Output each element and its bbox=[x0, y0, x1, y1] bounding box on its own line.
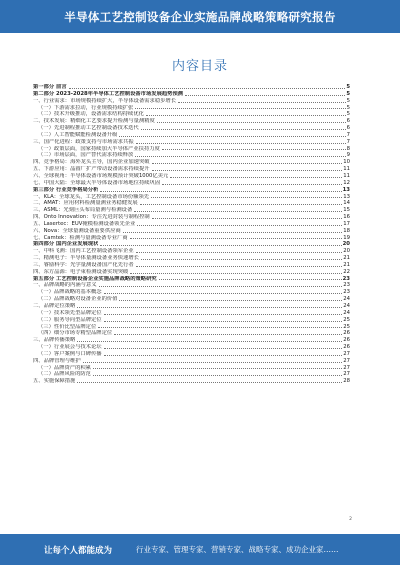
toc-entry-page: 5 bbox=[346, 97, 350, 104]
toc-entry-label: 二、品牌定位策略 bbox=[33, 303, 76, 309]
toc-leader-dots bbox=[141, 259, 342, 260]
toc-leader-dots bbox=[146, 115, 346, 116]
toc-entry-label: （二）服务导向型品牌定位 bbox=[38, 316, 102, 323]
toc-entry-label: （四）细分市场专精型品牌定位 bbox=[38, 330, 113, 337]
toc-entry[interactable] bbox=[33, 159, 350, 166]
toc-entry-label: （二）客户案例与口碑传播 bbox=[38, 350, 102, 357]
toc-entry-label: 三、睿励科学：光学量测设备国产化先行者 bbox=[33, 261, 134, 268]
toc-leader-dots bbox=[123, 232, 343, 233]
toc-entry-label: 第五部分 工艺控制设备企业实施品牌战略的策略研究 bbox=[33, 275, 157, 282]
toc-entry[interactable] bbox=[33, 371, 350, 378]
toc-leader-dots bbox=[119, 136, 345, 137]
toc-entry[interactable] bbox=[33, 289, 350, 296]
toc-leader-dots bbox=[77, 341, 342, 342]
toc-entry-page: 20 bbox=[342, 241, 350, 248]
toc-entry-page: 11 bbox=[343, 166, 350, 173]
toc-entry-page: 7 bbox=[346, 131, 350, 138]
page-header bbox=[0, 0, 400, 33]
toc-entry[interactable] bbox=[33, 351, 350, 358]
toc-entry-label: （二）人工智能赋能检测设备升级 bbox=[38, 131, 118, 138]
toc-entry[interactable] bbox=[33, 180, 350, 187]
toc-entry-label: 六、Nova：全球量测设备重要供应商 bbox=[33, 227, 121, 234]
toc-entry-page: 25 bbox=[343, 316, 350, 323]
toc-entry-page: 15 bbox=[343, 207, 350, 214]
toc-entry-label: （一）先进制程推动工艺控制设备技术迭代 bbox=[38, 125, 139, 132]
toc-leader-dots bbox=[137, 225, 342, 226]
toc-entry-label: 四、竞争格局：海外龙头主导，国内企业加速突破 bbox=[33, 159, 150, 166]
footer-band bbox=[0, 534, 400, 565]
toc-entry-label: 三、ASML：光刻巨头布局量测与检测设备 bbox=[33, 207, 133, 214]
toc-entry-label: 一、行业需求：市场规模持续扩大，半导体设备需求稳步增长 bbox=[33, 97, 177, 104]
toc-leader-dots bbox=[104, 314, 343, 315]
toc-entry[interactable] bbox=[33, 324, 350, 331]
toc-entry-page: 9 bbox=[346, 152, 350, 159]
toc-leader-dots bbox=[83, 362, 343, 363]
toc-entry-label: 五、下游应用：晶圆厂扩产带动设备需求持续提升 bbox=[33, 166, 150, 173]
toc-entry-page: 17 bbox=[343, 220, 350, 227]
toc-entry[interactable] bbox=[33, 228, 350, 235]
toc-entry-label: （一）下游需求拉动，行业规模持续扩张 bbox=[38, 104, 134, 111]
toc-entry[interactable] bbox=[33, 330, 350, 337]
toc-entry-label: 三、品牌传播策略 bbox=[33, 337, 76, 344]
toc-entry[interactable] bbox=[33, 262, 350, 269]
toc-entry[interactable] bbox=[33, 255, 350, 262]
toc-entry-page: 21 bbox=[343, 261, 350, 268]
toc-entry-label: 七、Camtek：检测与量测设备专业厂商 bbox=[33, 234, 128, 241]
toc-entry-label: （二）技术升级推动，设备需求结构持续优化 bbox=[38, 111, 144, 118]
toc-entry-label: 五、Lasertec：EUV掩模检测设备领先企业 bbox=[33, 220, 136, 227]
toc-title: 内容目录 bbox=[171, 59, 228, 74]
toc-leader-dots bbox=[104, 348, 343, 349]
toc-leader-dots bbox=[77, 382, 342, 383]
toc-entry-label: 一、KLA：全球龙头，工艺控制设备市场份额领先 bbox=[33, 193, 150, 200]
toc-entry-page: 10 bbox=[343, 159, 350, 166]
toc-entry[interactable] bbox=[33, 173, 350, 180]
toc-entry-page: 26 bbox=[343, 330, 350, 337]
toc-entry-label: 第四部分 国内企业发展现状 bbox=[33, 241, 99, 248]
toc-entry[interactable] bbox=[33, 235, 350, 242]
toc-entry-page: 12 bbox=[343, 179, 350, 186]
page-number: 2 bbox=[349, 517, 352, 522]
toc-entry-page: 5 bbox=[346, 84, 350, 90]
toc-leader-dots bbox=[152, 218, 343, 219]
toc-leader-dots bbox=[93, 375, 342, 376]
toc-entry[interactable] bbox=[33, 248, 350, 255]
toc-entry-page: 27 bbox=[343, 364, 350, 371]
toc-entry-page: 27 bbox=[343, 357, 350, 364]
toc-entry[interactable] bbox=[33, 125, 350, 132]
toc-leader-dots bbox=[151, 197, 342, 198]
toc-leader-dots bbox=[178, 102, 346, 103]
toc-leader-dots bbox=[162, 149, 346, 150]
toc-entry-page: 18 bbox=[343, 227, 350, 234]
toc-entry[interactable] bbox=[33, 358, 350, 365]
toc-leader-dots bbox=[100, 191, 341, 192]
toc-leader-dots bbox=[69, 88, 346, 89]
toc-entry-page: 23 bbox=[343, 289, 350, 296]
toc-entry[interactable] bbox=[33, 241, 350, 248]
toc-entry-label: 一、品牌战略的内涵与意义 bbox=[33, 282, 97, 289]
toc-entry[interactable] bbox=[33, 146, 350, 153]
toc-entry-page: 16 bbox=[343, 214, 350, 221]
toc-entry-label: （二）市场层面，国产替代需求持续释放 bbox=[38, 152, 134, 159]
toc-entry[interactable] bbox=[33, 221, 350, 228]
toc-leader-dots bbox=[185, 95, 345, 96]
toc-entry[interactable] bbox=[33, 111, 350, 118]
toc-leader-dots bbox=[135, 156, 345, 157]
toc-leader-dots bbox=[170, 177, 342, 178]
toc-entry-page: 6 bbox=[346, 118, 350, 125]
toc-entry-label: 四、Onto Innovation：专注先进封装与制程控制 bbox=[33, 214, 150, 221]
toc-entry[interactable] bbox=[33, 84, 350, 91]
toc-entry-label: 七、中国大陆：全球最大半导体设备市场地位持续巩固 bbox=[33, 179, 161, 186]
toc-entry-label: 三、国产化进程：政策支持与市场需求共振 bbox=[33, 138, 134, 145]
footer-slogan: 让每个人都能成为 bbox=[44, 545, 113, 556]
toc-leader-dots bbox=[130, 238, 343, 239]
toc-entry-label: （一）行业展会与技术论坛 bbox=[38, 344, 102, 351]
toc-entry[interactable] bbox=[33, 166, 350, 173]
toc-entry[interactable] bbox=[33, 344, 350, 351]
toc-entry-label: 二、技术发展：精细化工艺要求提升检测与量测精度 bbox=[33, 118, 155, 125]
toc-entry[interactable] bbox=[33, 296, 350, 303]
toc-entry[interactable] bbox=[33, 200, 350, 207]
toc-leader-dots bbox=[135, 108, 345, 109]
toc-entry-page: 27 bbox=[343, 350, 350, 357]
toc-entry-page: 8 bbox=[346, 145, 350, 152]
footer-tagline: 行业专家、管理专家、营销专家、战略专家、成功企业家…… bbox=[136, 545, 339, 554]
toc-leader-dots bbox=[136, 252, 343, 253]
toc-entry-label: 四、品牌管理与维护 bbox=[33, 357, 81, 364]
toc-leader-dots bbox=[136, 143, 346, 144]
toc-leader-dots bbox=[104, 355, 343, 356]
toc-entry-page: 13 bbox=[343, 193, 350, 200]
toc-entry-page: 6 bbox=[346, 125, 350, 132]
toc-entry-label: （三）性价比型品牌定位 bbox=[38, 323, 97, 330]
header-divider bbox=[0, 33, 400, 36]
toc-entry[interactable] bbox=[33, 132, 350, 139]
toc-entry-page: 7 bbox=[346, 138, 350, 145]
toc-entry-page: 26 bbox=[343, 337, 350, 344]
toc-entry[interactable] bbox=[33, 378, 350, 385]
toc-entry[interactable] bbox=[33, 269, 350, 276]
toc-entry-page: 23 bbox=[342, 275, 350, 282]
toc-entry-label: （一）政策层面，国家持续加大半导体产业扶持力度 bbox=[38, 145, 160, 152]
toc-leader-dots bbox=[104, 321, 343, 322]
toc-entry-page: 25 bbox=[343, 323, 350, 330]
toc-entry-label: （二）品牌战略对设备企业的价值 bbox=[38, 296, 118, 303]
toc-entry-page: 11 bbox=[343, 172, 350, 179]
toc-leader-dots bbox=[152, 170, 343, 171]
toc-entry[interactable] bbox=[33, 91, 350, 98]
toc-entry[interactable] bbox=[33, 152, 350, 159]
toc-entry[interactable] bbox=[33, 214, 350, 221]
toc-leader-dots bbox=[98, 327, 342, 328]
toc-entry-page: 26 bbox=[343, 344, 350, 351]
toc-entry-page: 14 bbox=[343, 200, 350, 207]
toc-leader-dots bbox=[114, 334, 342, 335]
toc-leader-dots bbox=[136, 266, 343, 267]
toc-entry-page: 5 bbox=[346, 111, 350, 118]
toc-entry[interactable] bbox=[33, 282, 350, 289]
toc-entry-page: 27 bbox=[343, 371, 350, 378]
toc-entry-label: （一）品牌战略的基本概念 bbox=[38, 289, 102, 296]
toc-entry-page: 21 bbox=[343, 255, 350, 262]
toc-entry[interactable] bbox=[33, 317, 350, 324]
toc-entry-page: 20 bbox=[343, 248, 350, 255]
toc-entry-label: 第一部分 前言 bbox=[33, 84, 67, 90]
toc-leader-dots bbox=[77, 307, 342, 308]
toc-entry-page: 13 bbox=[342, 186, 350, 193]
toc-entry[interactable] bbox=[33, 187, 350, 194]
toc-entry[interactable] bbox=[33, 105, 350, 112]
toc-leader-dots bbox=[159, 279, 342, 280]
toc-entry-page: 28 bbox=[343, 378, 350, 385]
toc-entry-label: 第三部分 行业竞争格局分析 bbox=[33, 186, 99, 193]
toc-entry-page: 22 bbox=[343, 268, 350, 275]
toc-leader-dots bbox=[100, 245, 341, 246]
toc-entry-label: （二）品牌风险的防范 bbox=[38, 371, 91, 378]
table-of-contents bbox=[33, 84, 350, 385]
header-title: 半导体工艺控制设备企业实施品牌战略策略研究报告 bbox=[64, 9, 336, 24]
toc-leader-dots bbox=[99, 286, 343, 287]
toc-leader-dots bbox=[130, 273, 342, 274]
toc-entry-label: （一）技术领先型品牌定位 bbox=[38, 309, 102, 316]
toc-leader-dots bbox=[162, 184, 342, 185]
toc-entry-label: 六、全球视角：半导体设备市场规模预计突破1000亿美元 bbox=[33, 172, 169, 179]
toc-leader-dots bbox=[104, 293, 343, 294]
toc-entry[interactable] bbox=[33, 98, 350, 105]
toc-leader-dots bbox=[157, 122, 346, 123]
toc-entry[interactable] bbox=[33, 303, 350, 310]
toc-entry-page: 24 bbox=[343, 309, 350, 316]
toc-entry-page: 19 bbox=[343, 234, 350, 241]
toc-entry-page: 5 bbox=[346, 104, 350, 111]
toc-entry-page: 23 bbox=[343, 282, 350, 289]
toc-leader-dots bbox=[134, 211, 342, 212]
toc-entry-label: （一）品牌资产的积累 bbox=[38, 364, 91, 371]
toc-entry-page: 24 bbox=[343, 303, 350, 309]
toc-entry-label: 四、东方晶源：电子束检测设备实现突破 bbox=[33, 268, 129, 275]
toc-leader-dots bbox=[141, 129, 346, 130]
toc-entry[interactable] bbox=[33, 194, 350, 201]
toc-entry[interactable] bbox=[33, 276, 350, 283]
toc-entry[interactable] bbox=[33, 139, 350, 146]
toc-leader-dots bbox=[152, 163, 343, 164]
toc-entry[interactable] bbox=[33, 207, 350, 214]
toc-entry-page: 5 bbox=[346, 90, 350, 97]
toc-leader-dots bbox=[93, 368, 342, 369]
toc-entry[interactable] bbox=[33, 337, 350, 344]
toc-entry[interactable] bbox=[33, 118, 350, 125]
toc-leader-dots bbox=[119, 300, 342, 301]
toc-entry-label: 五、实施保障措施 bbox=[33, 378, 76, 385]
toc-entry[interactable] bbox=[33, 365, 350, 372]
toc-entry-label: 第二部分 2023-2028年半导体工艺控制设备市场发展趋势预测 bbox=[33, 90, 184, 97]
toc-entry-page: 24 bbox=[343, 296, 350, 303]
toc-leader-dots bbox=[140, 204, 343, 205]
toc-entry-label: 二、AMAT：应用材料检测量测业务稳健发展 bbox=[33, 200, 138, 207]
toc-entry-label: 一、中科飞测：国内工艺控制设备领军企业 bbox=[33, 248, 134, 255]
toc-entry-label: 二、精测电子：半导体量测设备业务快速增长 bbox=[33, 255, 139, 262]
toc-entry[interactable] bbox=[33, 310, 350, 317]
